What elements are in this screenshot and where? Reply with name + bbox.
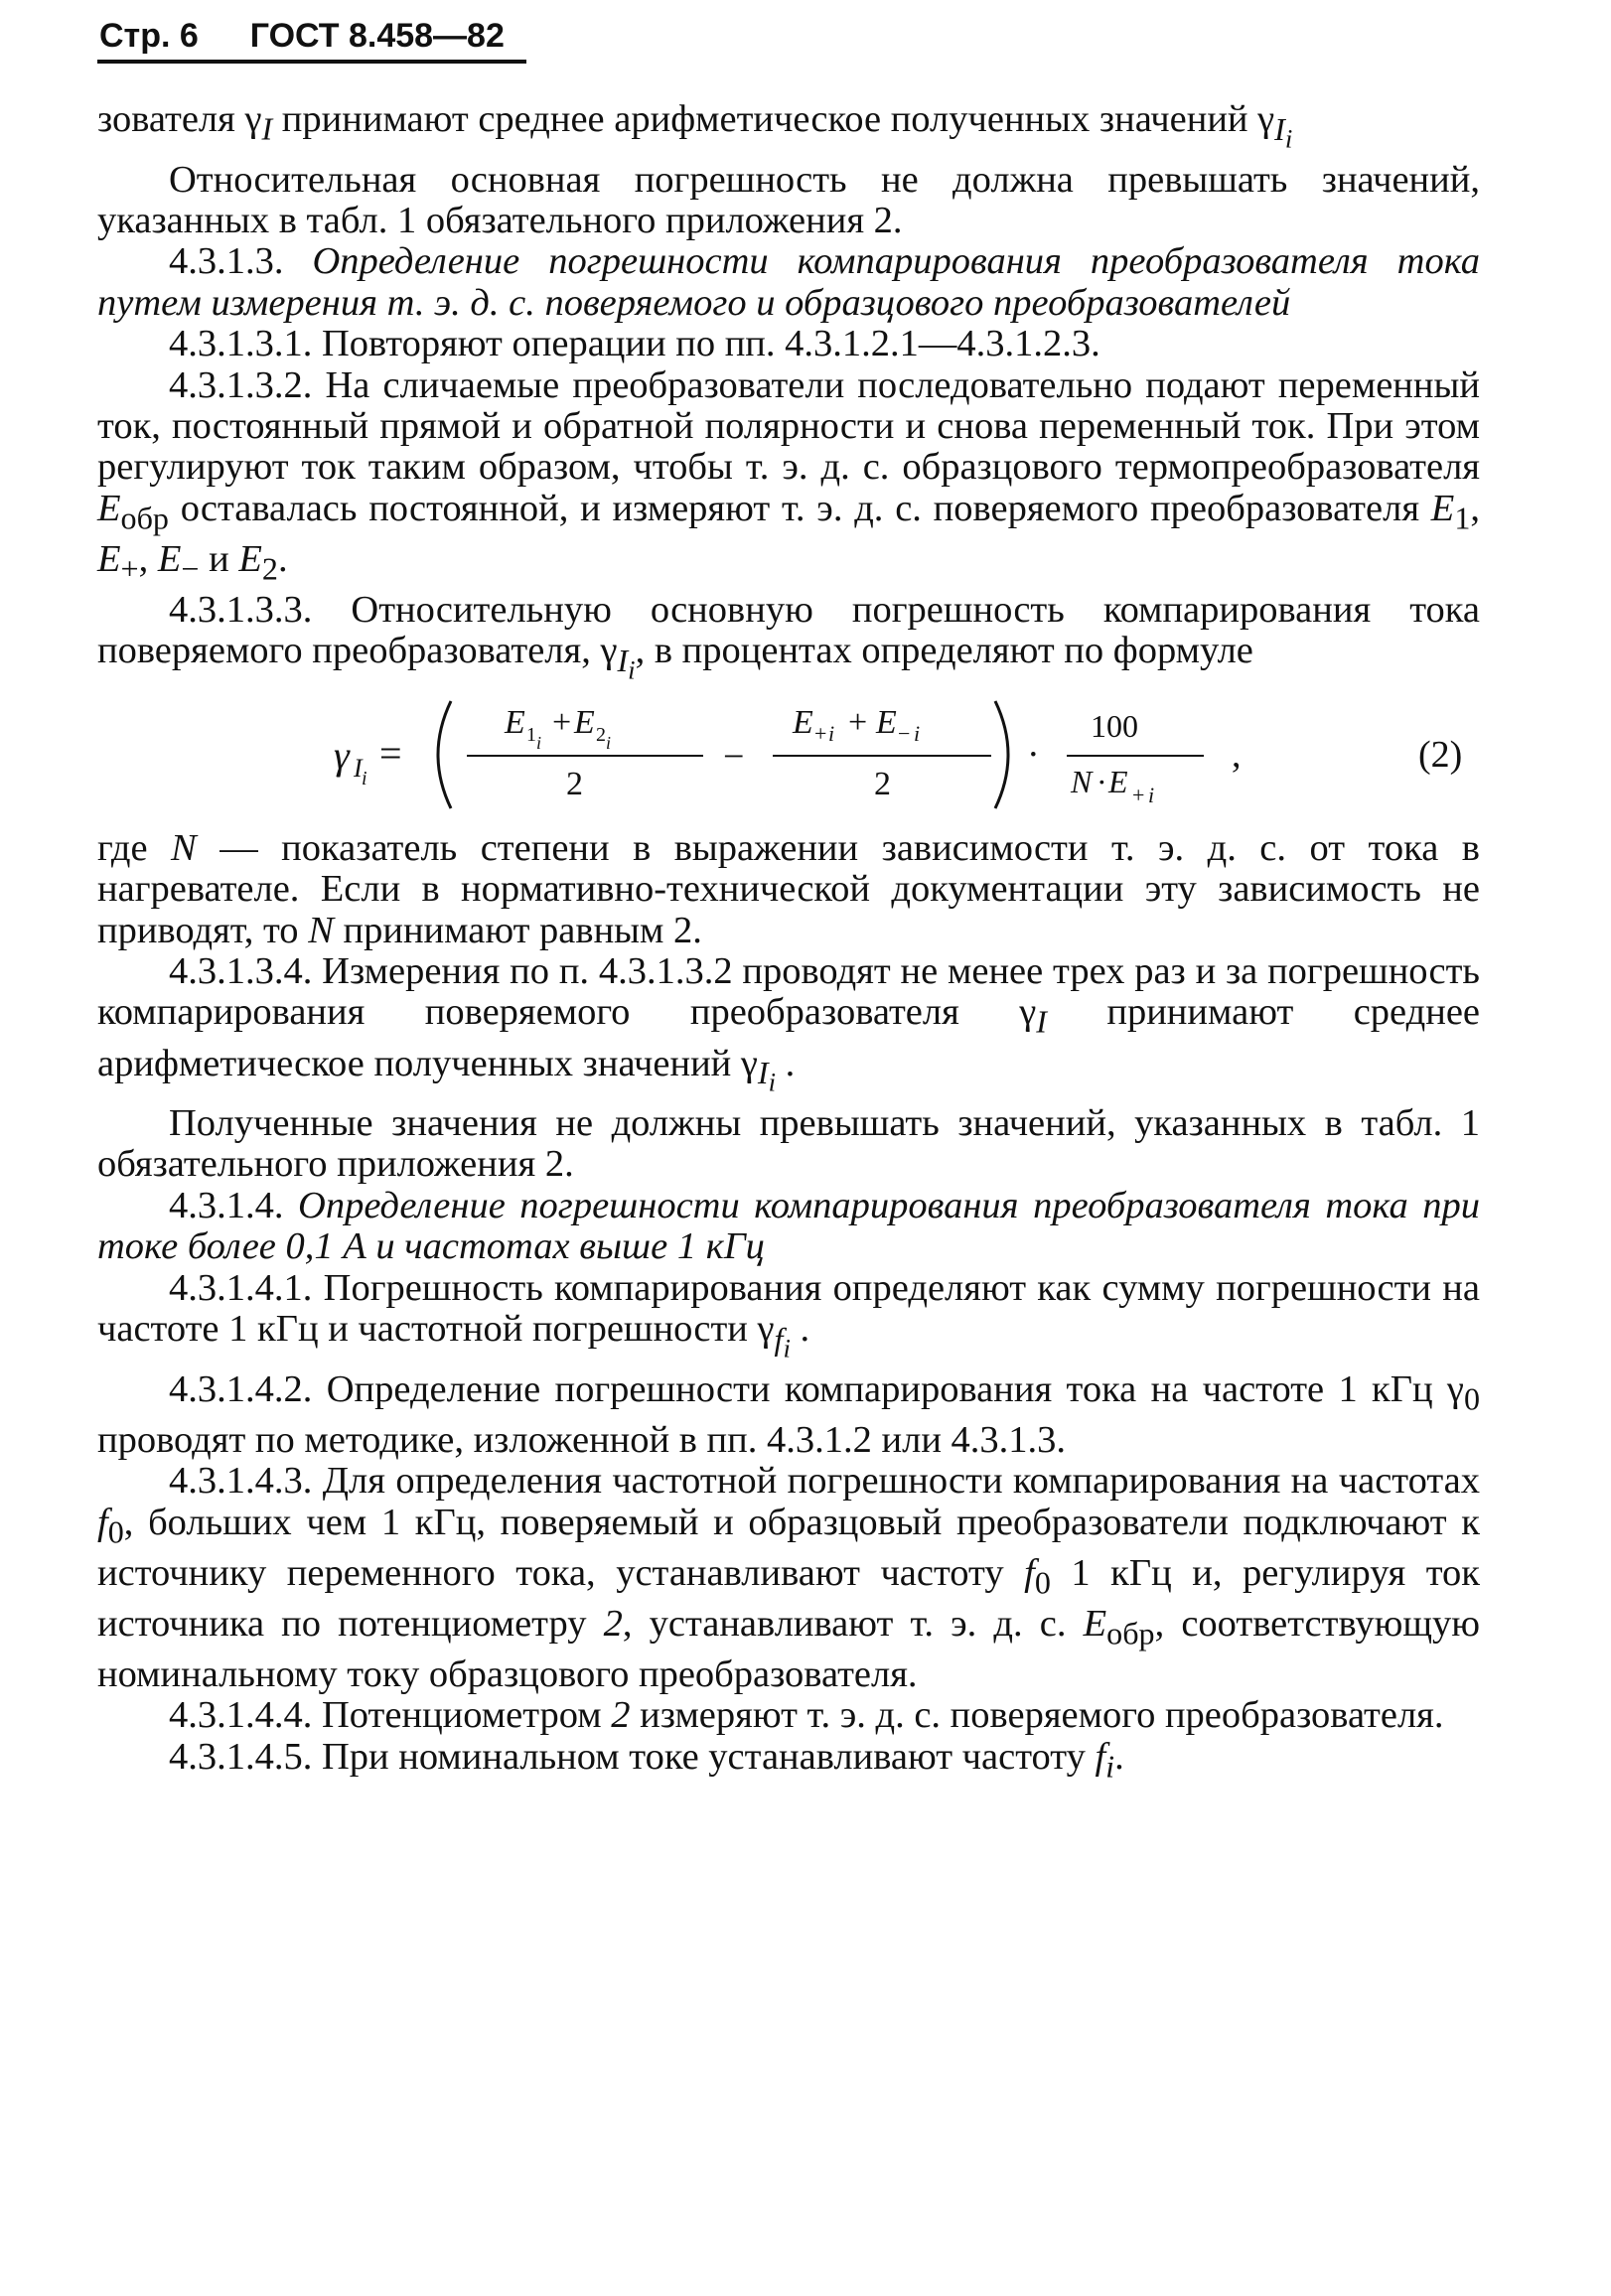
formula-den3-i: i [1148,782,1155,807]
formula-den3-E: E [1108,763,1128,799]
paragraph-results: Полученные значения не должны превышать значений, указанных в табл. 1 обязательного приложения 2. [97,1102,1480,1186]
section-4-3-1-4-heading: 4.3.1.4. Определение погрешности компарирования преобразователя тока при токе более 0,1 А и частотах выше 1 кГц [97,1184,1480,1268]
paragraph-4-3-1-4-1: 4.3.1.4.1. Погрешность компарирования определяют как сумму погрешности на частоте 1 кГц и частотной погрешности $\gamma_{f_i}$ . [97,1266,1480,1363]
paragraph-4-3-1-3-3: 4.3.1.3.3. Относительную основную погрешность компарирования тока поверяемого преобразователя, $\gamma_{I_i}$, в процентах определяют по формуле [97,588,1480,685]
formula-num1-sub2i: i [606,732,612,753]
formula-num2-Eplus: E [793,703,813,741]
formula-num2-plusop: + [848,703,868,741]
formula-minus: − [723,735,745,778]
paragraph-4-3-1-4-3: 4.3.1.4.3. Для определения частотной погрешности компарирования на частотах $f_0$, больших чем 1 кГц, поверяемый и образцовый преобразователи подключают к источнику переменного тока, устанавливают частоту $f_0$ 1 кГц и, регулируя ток источника по потенциометру 2, устанавливают т. э. д. с. $E_{обр}$, соответствующую номинальному току образцового преобразователя. [97,1460,1481,1695]
paragraph-4-3-1-4-4: 4.3.1.4.4. Потенциометром 2 измеряют т. э. д. с. поверяемого преобразователя. [169,1694,1444,1737]
formula-num3: 100 [1091,707,1138,744]
formula-svg [97,693,1480,816]
formula-num2-plus: + [814,720,827,746]
formula-num1-plus: + [552,703,572,741]
paragraph-relative-error: Относительная основная погрешность не должна превышать значений, указанных в табл. 1 обязательного приложения 2. [97,158,1480,241]
formula-lhs-subsub: i [362,767,367,789]
formula-comma: , [1232,733,1242,776]
page-header [99,16,505,56]
paragraph-continuation: зователя $\gamma_I$ принимают среднее арифметическое полученных значений $\gamma_{I_i}$ [97,98,1293,154]
formula-paren-right [995,701,1008,808]
section-4-3-1-3-heading: 4.3.1.3. Определение погрешности компарирования преобразователя тока путем измерения т. э. д. с. поверяемого и образцового преобразователей [97,240,1480,324]
paragraph-4-3-1-3-4: 4.3.1.3.4. Измерения по п. 4.3.1.3.2 проводят не менее трех раз и за погрешность компарирования поверяемого преобразователя $\gamma_I$ принимают среднее арифметическое полученных значений $\gamma_{I_i}$ . [97,950,1480,1097]
formula-equals: = [379,730,402,776]
formula-dot: · [1027,733,1040,776]
formula-2 [97,693,1480,816]
formula-den3-N: N [1071,763,1093,799]
page-label: Стр. 6 [99,17,199,55]
paragraph-where-N: где N — показатель степени в выражении зависимости т. э. д. с. от тока в нагревателе. Если в нормативно-технической документации эту зависимость не приводят, то N принимают равным 2. [97,826,1480,951]
formula-lhs-gamma: γ [334,732,350,778]
paragraph-4-3-1-4-2: 4.3.1.4.2. Определение погрешности компарирования тока на частоте 1 кГц $\gamma_0$ проводят по методике, изложенной в пп. 4.3.1.2 или 4.3.1.3. [97,1367,1480,1461]
formula-num1-sub1i: i [536,732,542,753]
formula-num1-E2: E [574,703,595,741]
formula-num2-minus: − [898,720,911,746]
formula-number: (2) [1418,733,1463,776]
standard-code: ГОСТ 8.458—82 [249,17,505,55]
formula-den2: 2 [874,765,891,802]
formula-paren-left [438,701,451,808]
formula-den1: 2 [566,765,583,802]
document-body [97,99,1480,1788]
formula-den3-dot: · [1097,763,1107,799]
formula-num1-E1: E [505,703,525,741]
formula-num2-Eminus: E [876,703,897,741]
paragraph-4-3-1-3-2: 4.3.1.3.2. На сличаемые преобразователи последовательно подают переменный ток, постоянный прямой и обратной полярности и снова переменный ток. При этом регулируют ток таким образом, чтобы т. э. д. с. образцового термопреобразователя $E_{обр}$ оставалась постоянной, и измеряют т. э. д. с. поверяемого преобразователя $E_1$, $E_+$, $E_-$ и $E_2$. [97,363,1480,587]
formula-num1-sub2: 2 [596,723,606,746]
formula-num1-sub1: 1 [526,723,536,746]
header-rule [97,60,526,64]
paragraph-4-3-1-4-5: 4.3.1.4.5. При номинальном токе устанавливают частоту $f_i$. [169,1735,1124,1785]
paragraph-4-3-1-3-1: 4.3.1.3.1. Повторяют операции по пп. 4.3.1.2.1—4.3.1.2.3. [169,323,1100,365]
formula-den3-plus: + [1132,782,1145,807]
formula-lhs-sub: I [354,753,363,783]
formula-num2-i2: i [914,720,921,746]
formula-num2-i1: i [828,720,835,746]
